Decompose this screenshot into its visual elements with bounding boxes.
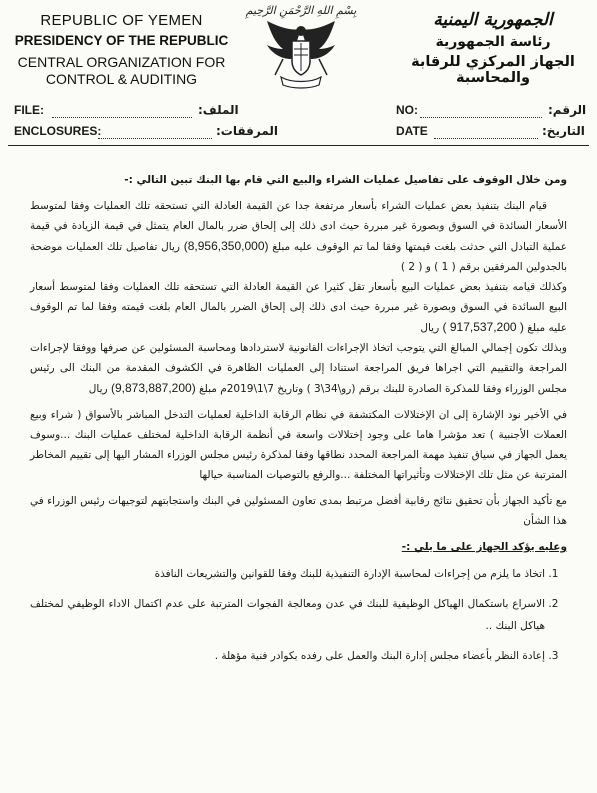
paragraph-conclusion: في الأخير نود الإشارة إلى ان الإختلالات المكتشفة في نظام الرقابة الداخلية لعمليات التدخل المباشر بالأسواق ( شراء وبيع العملات الأجنبية ) تعد مؤشرا هاما على وجود إختلالات واسعة في أنظمة الرقابة الداخلية لمختلف عمليات البنك ...وسوف يعمل الجهاز في سياق تنفيذ مهمة المراجعة المحدد نطاقها وفقا لمذكرة رئيس مجلس الوزراء المشار اليها إلى تقييم المخاطر المترتبة عن مثل تلك الإختلالات وتأثيراتها المختلفة ...والرفع بالتوصيات المناسبة حيالها (30, 409, 567, 481)
file-label-ar: الملف: (198, 103, 239, 117)
file-label-en: FILE: (14, 103, 44, 117)
header-divider (8, 145, 589, 146)
basmala-text: بِسْمِ اللهِ الرَّحْمَنِ الرَّحِيمِ (245, 4, 357, 17)
presidency-name-en: PRESIDENCY OF THE REPUBLIC (14, 33, 229, 48)
number-label-en: NO: (396, 103, 418, 117)
organization-name-en-1: CENTRAL ORGANIZATION FOR (17, 54, 226, 70)
date-line (434, 138, 538, 139)
enclosures-label-en: ENCLOSURES: (14, 124, 102, 138)
number-label-ar: الرقم: (548, 103, 587, 117)
presidency-name-ar: رئاسة الجمهورية (435, 34, 551, 50)
letter-body (30, 170, 567, 675)
country-name-en: REPUBLIC OF YEMEN (40, 12, 203, 29)
total-amount: (9,873,887,200) (110, 381, 196, 395)
recommendations-list (30, 563, 567, 667)
organization-name-ar: الجهاز المركزي للرقابة والمحاسبة (411, 54, 575, 86)
yemen-eagle-emblem-icon (261, 19, 341, 91)
paragraph-total: وبذلك تكون إجمالي المبالغ التي يتوجب اتخاذ الإجراءات القانونية لاستردادها ومحاسبة المسئولين عن صرفها ووفقا لإجراءات المراجعة والتقييم التي اجراها فريق المراجعة استنادا إلى العمليات الظاهرة في الكشوف المقدمة من البنك الى رئيس مجلس الوزراء وفقا للمذكرة الصادرة للبنك برقم (رو\34\3 ) وتاريخ 7\1\2019م مبلغ (9,873,887,200) ريال (30, 342, 567, 395)
english-letterhead (14, 12, 229, 88)
country-name-ar: الجمهورية اليمنية (433, 10, 553, 30)
paragraph-sales: وكذلك قيامه بتنفيذ بعض عمليات البيع بأسعار تقل كثيرا عن القيمة العادلة التي تستحقه تلك العمليات وفقا لمتوسط أسعار البيع السائدة في السوق وبصورة غير مبررة حيث ادى ذلك إلى إلحاق الضرر بالمال العام بلغت قيمته وفقا لما تم الوقوف عليه مبلغ ( 917,537,200 ) ريال (30, 281, 567, 334)
enclosures-label-ar: المرفقات: (216, 124, 278, 138)
purchases-amount: (8,956,350,000) (183, 239, 269, 253)
arabic-letterhead (403, 10, 583, 86)
organization-name-en-2: CONTROL & AUDITING (45, 71, 198, 87)
paragraph-purchases: قيام البنك بتنفيذ بعض عمليات الشراء بأسعار مرتفعة جدا عن القيمة العادلة التي تستحقه تلك العمليات وفقا لمتوسط الأسعار السائدة في السوق وبصورة غير مبررة حيث ادى ذلك إلى إلحاق ضرر بالمال العام يتمثل في قيمة الزيادة في قيمة عملية التبادل التي حدثت بلغت قيمتها وفقا لما تم الوقوف عليه مبلغ (8,956,350,000) ريال تفاصيل تلك العمليات موضحة بالجدولين المرفقين برقم ( 1 ) و ( 2 ) (30, 200, 568, 273)
date-label-en: DATE (396, 124, 428, 138)
letterhead-emblem (226, 4, 376, 96)
number-line (420, 117, 542, 118)
intro-text: ومن خلال الوقوف على تفاصيل عمليات الشراء والبيع التي قام بها البنك تبين التالي :- (124, 174, 567, 186)
sales-amount: ( 917,537,200 ) (442, 320, 524, 334)
recommendations-heading: وعليه يؤكد الجهاز على ما يلي :- (401, 541, 567, 553)
paragraph-cooperation: مع تأكيد الجهاز بأن تحقيق نتائج رقابية أفضل مرتبط بمدى تعاون المسئولين في البنك واستجابتهم لتوجيهات رئيس الوزراء في هذا الشأن (30, 495, 567, 527)
recommendation-item: 2. الاسراع باستكمال الهياكل الوظيفية للبنك في عدن ومعالجة الفجوات المترتبة على عدم اكتمال الاداء الوظيفي لمختلف هياكل البنك .. (30, 593, 545, 637)
enclosures-line (98, 138, 212, 139)
file-line (52, 117, 192, 118)
recommendation-item: 1. اتخاذ ما يلزم من إجراءات لمحاسبة الإدارة التنفيذية للبنك وفقا للقوانين والتشريعات النافذة (30, 563, 545, 585)
date-label-ar: التاريخ: (542, 124, 585, 138)
recommendation-item: 3. إعادة النظر بأعضاء مجلس إدارة البنك والعمل على رفده بكوادر فنية مؤهلة . (30, 645, 545, 667)
